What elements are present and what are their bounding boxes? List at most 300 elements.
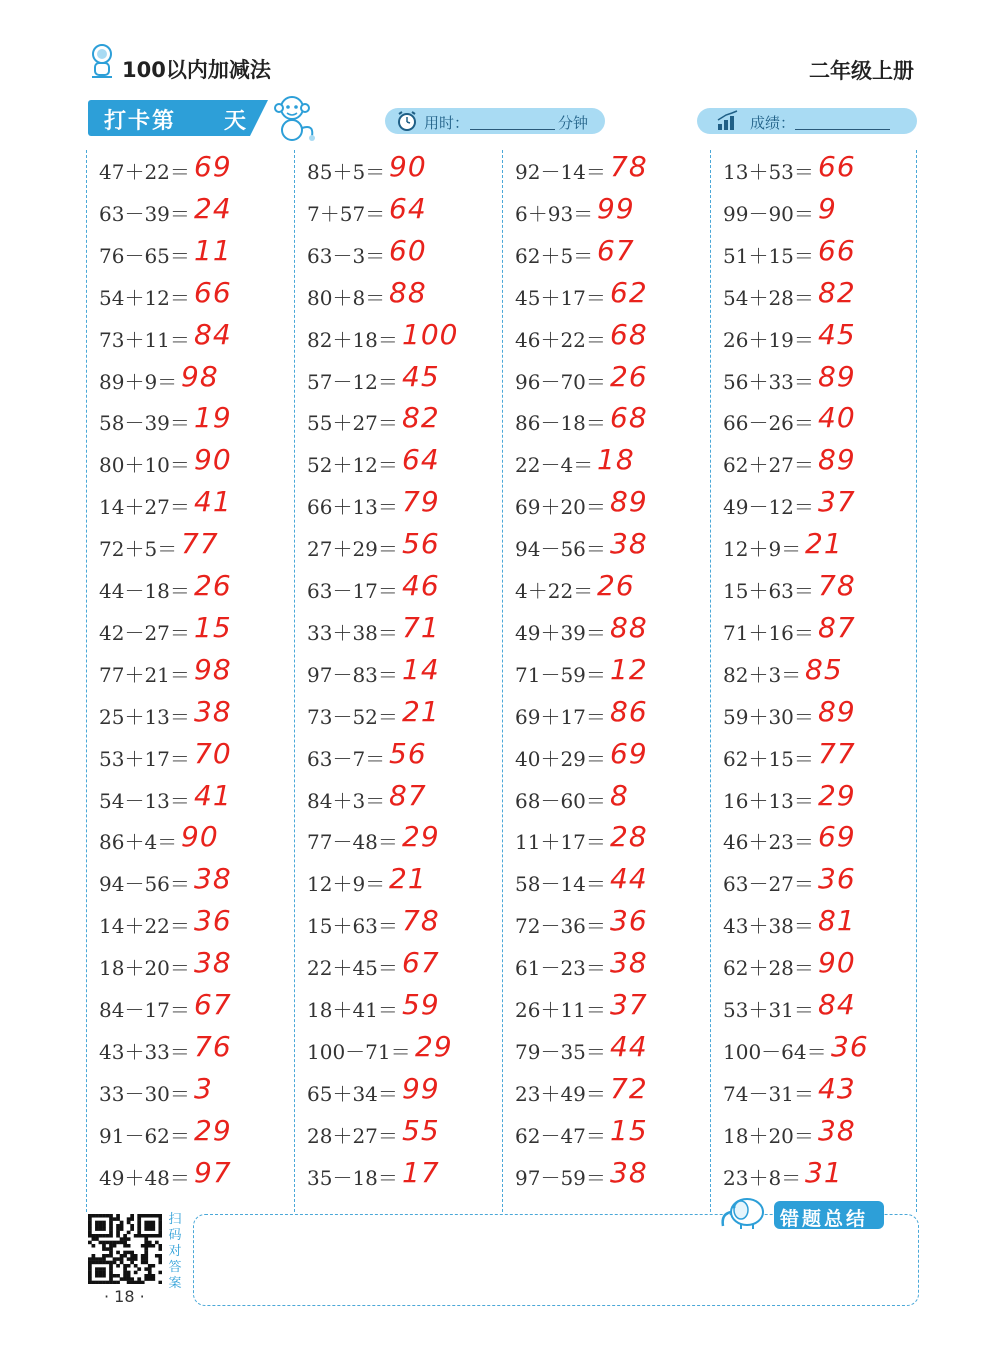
problem-expression: 40＋29＝ (515, 746, 606, 771)
handwritten-answer: 82 (402, 401, 440, 435)
problem-row (86, 233, 292, 282)
handwritten-answer: 29 (415, 1029, 453, 1063)
problem-row (294, 610, 500, 659)
problem-expression: 76－65＝ (99, 243, 190, 268)
handwritten-answer: 90 (389, 150, 427, 183)
handwritten-answer: 78 (818, 569, 856, 602)
problem-expression: 80＋10＝ (99, 453, 190, 478)
score-label: 成绩： (750, 114, 796, 132)
problem-row (502, 317, 708, 366)
problem-expression: 43＋38＝ (723, 914, 814, 939)
problem-expression: 18＋41＝ (307, 998, 398, 1022)
handwritten-answer: 62 (610, 275, 648, 309)
handwritten-answer: 84 (194, 317, 232, 351)
handwritten-answer: 67 (402, 946, 440, 980)
problem-expression: 47＋22＝ (99, 160, 190, 184)
handwritten-answer: 31 (805, 1155, 843, 1189)
handwritten-answer: 11 (194, 233, 232, 267)
problem-row (86, 527, 292, 575)
column-divider (916, 150, 917, 1212)
handwritten-answer: 44 (610, 862, 648, 896)
problem-expression: 33－30＝ (99, 1081, 190, 1106)
handwritten-answer: 15 (194, 610, 232, 644)
handwritten-answer: 88 (389, 275, 427, 309)
problem-expression: 45＋17＝ (515, 285, 606, 310)
handwritten-answer: 72 (610, 1071, 648, 1105)
handwritten-answer: 24 (194, 191, 232, 225)
problem-row (502, 778, 708, 827)
handwritten-answer: 59 (402, 988, 440, 1021)
problem-expression: 62＋28＝ (723, 956, 814, 981)
problem-row (502, 233, 708, 282)
problem-row (294, 1155, 500, 1204)
problem-row (86, 1029, 292, 1078)
time-label: 用时： (424, 114, 470, 132)
handwritten-answer: 89 (818, 443, 856, 477)
monkey-icon (268, 94, 320, 144)
problem-expression: 72＋5＝ (99, 537, 178, 562)
problem-expression: 18＋20＝ (99, 956, 190, 981)
problem-expression: 89＋9＝ (99, 369, 178, 394)
problem-row (502, 694, 708, 743)
problem-expression: 77＋21＝ (99, 662, 190, 687)
time-unit: 分钟 (558, 114, 589, 132)
problem-expression: 62＋5＝ (515, 243, 594, 268)
page-title: 100以内加减法 (122, 58, 271, 82)
problem-row (710, 1071, 916, 1120)
handwritten-answer: 38 (818, 1113, 856, 1147)
handwritten-answer: 69 (610, 736, 648, 770)
problem-expression: 62－47＝ (515, 1123, 606, 1148)
problem-expression: 72－36＝ (515, 914, 606, 939)
handwritten-answer: 56 (402, 527, 440, 561)
problem-expression: 82＋3＝ (723, 662, 802, 687)
problem-row (86, 275, 292, 324)
problem-expression: 52＋12＝ (307, 453, 398, 478)
handwritten-answer: 97 (194, 1155, 232, 1189)
problem-expression: 68－60＝ (515, 788, 606, 813)
problem-expression: 51＋15＝ (723, 243, 814, 268)
problem-row (710, 443, 916, 491)
problem-expression: 54－13＝ (99, 788, 190, 813)
problem-expression: 73＋11＝ (99, 327, 190, 352)
handwritten-answer: 26 (194, 569, 232, 602)
problem-row (86, 1155, 292, 1204)
handwritten-answer: 3 (194, 1071, 213, 1105)
problem-expression: 4＋22＝ (515, 579, 594, 603)
handwritten-answer: 41 (194, 485, 232, 519)
handwritten-answer: 26 (597, 569, 635, 602)
handwritten-answer: 41 (194, 778, 232, 812)
problem-row (86, 904, 292, 952)
problem-expression: 57－12＝ (307, 369, 398, 394)
problem-expression: 91－62＝ (99, 1123, 190, 1148)
elephant-icon (717, 1194, 775, 1230)
handwritten-answer: 67 (597, 233, 635, 267)
problem-row (502, 946, 708, 994)
problem-expression: 15＋63＝ (307, 914, 398, 939)
handwritten-answer: 60 (389, 233, 427, 267)
problem-expression: 7＋57＝ (307, 201, 386, 226)
problem-expression: 79－35＝ (515, 1039, 606, 1064)
handwritten-answer: 15 (610, 1113, 648, 1147)
problem-row (294, 569, 500, 617)
problem-expression: 84＋3＝ (307, 788, 386, 813)
problem-expression: 82＋18＝ (307, 327, 398, 352)
problem-expression: 56＋33＝ (723, 369, 814, 394)
problem-expression: 49－12＝ (723, 495, 814, 520)
problem-expression: 14＋27＝ (99, 495, 190, 520)
problem-row (710, 1029, 916, 1078)
problem-expression: 97－59＝ (515, 1165, 606, 1190)
handwritten-answer: 79 (402, 485, 440, 519)
problem-row (294, 862, 500, 910)
handwritten-answer: 66 (818, 233, 856, 267)
handwritten-answer: 46 (402, 569, 440, 602)
problem-expression: 69＋20＝ (515, 495, 606, 520)
handwritten-answer: 36 (610, 904, 648, 938)
handwritten-answer: 89 (818, 694, 856, 728)
problem-row (86, 359, 292, 408)
problem-expression: 77－48＝ (307, 830, 398, 855)
handwritten-answer: 98 (194, 652, 232, 686)
problem-row (294, 778, 500, 827)
problem-expression: 44－18＝ (99, 579, 190, 603)
problem-row (502, 1071, 708, 1120)
handwritten-answer: 67 (194, 988, 232, 1021)
problem-row (502, 862, 708, 910)
problem-row (710, 569, 916, 617)
handwritten-answer: 86 (610, 694, 648, 728)
problem-row (710, 527, 916, 575)
problem-expression: 55＋27＝ (307, 411, 398, 436)
problem-expression: 23＋49＝ (515, 1081, 606, 1106)
problem-expression: 86－18＝ (515, 411, 606, 436)
problem-row (86, 988, 292, 1036)
problem-expression: 14＋22＝ (99, 914, 190, 939)
problem-expression: 92－14＝ (515, 160, 606, 184)
handwritten-answer: 38 (194, 946, 232, 980)
problem-expression: 61－23＝ (515, 956, 606, 981)
problem-row (86, 1071, 292, 1120)
problem-row (86, 946, 292, 994)
problem-expression: 22＋45＝ (307, 956, 398, 981)
problem-row (86, 694, 292, 743)
problem-expression: 26＋19＝ (723, 327, 814, 352)
problem-expression: 71＋16＝ (723, 620, 814, 645)
handwritten-answer: 76 (194, 1029, 232, 1063)
problem-expression: 54＋28＝ (723, 285, 814, 310)
problem-row (86, 191, 292, 240)
handwritten-answer: 38 (610, 527, 648, 561)
problem-row (502, 1113, 708, 1162)
problem-expression: 6＋93＝ (515, 201, 594, 226)
handwritten-answer: 85 (805, 652, 843, 686)
problem-row (502, 569, 708, 617)
handwritten-answer: 36 (194, 904, 232, 938)
problem-row (502, 1155, 708, 1204)
problem-row (502, 610, 708, 659)
handwritten-answer: 71 (402, 610, 440, 644)
problem-row (86, 736, 292, 785)
problem-row (294, 443, 500, 491)
handwritten-answer: 88 (610, 610, 648, 644)
handwritten-answer: 98 (181, 359, 219, 393)
problem-row (502, 988, 708, 1036)
problem-expression: 18＋20＝ (723, 1123, 814, 1148)
handwritten-answer: 69 (194, 150, 232, 183)
problem-row (294, 359, 500, 408)
problem-row (294, 317, 500, 366)
problem-row (294, 401, 500, 449)
problem-expression: 16＋13＝ (723, 788, 814, 813)
handwritten-answer: 45 (818, 317, 856, 351)
problem-expression: 94－56＝ (99, 872, 190, 897)
problem-expression: 74－31＝ (723, 1081, 814, 1106)
problem-row (294, 904, 500, 952)
problem-row (502, 275, 708, 324)
handwritten-answer: 26 (610, 359, 648, 393)
handwritten-answer: 37 (610, 988, 648, 1021)
problem-expression: 62＋15＝ (723, 746, 814, 771)
problem-expression: 80＋8＝ (307, 285, 386, 310)
problem-expression: 43＋33＝ (99, 1039, 190, 1064)
problem-row (86, 150, 292, 198)
problem-expression: 71－59＝ (515, 662, 606, 687)
handwritten-answer: 8 (610, 778, 629, 812)
problem-grid (86, 150, 918, 1212)
problem-row (710, 191, 916, 240)
handwritten-answer: 38 (194, 862, 232, 896)
handwritten-answer: 90 (818, 946, 856, 980)
handwritten-answer: 90 (181, 820, 219, 854)
problem-expression: 28＋27＝ (307, 1123, 398, 1148)
problem-expression: 12＋9＝ (723, 537, 802, 562)
problem-row (294, 652, 500, 701)
problem-expression: 97－83＝ (307, 662, 398, 687)
handwritten-answer: 28 (610, 820, 648, 854)
handwritten-answer: 89 (818, 359, 856, 393)
problem-expression: 66－26＝ (723, 411, 814, 436)
handwritten-answer: 37 (818, 485, 856, 519)
page-number: · 18 · (104, 1287, 145, 1306)
problem-expression: 46＋22＝ (515, 327, 606, 352)
handwritten-answer: 40 (818, 401, 856, 435)
problem-row (294, 988, 500, 1036)
problem-expression: 15＋63＝ (723, 579, 814, 603)
handwritten-answer: 21 (389, 862, 427, 896)
problem-row (294, 946, 500, 994)
problem-expression: 53＋17＝ (99, 746, 190, 771)
handwritten-answer: 78 (402, 904, 440, 938)
handwritten-answer: 99 (597, 191, 635, 225)
handwritten-answer: 100 (402, 317, 459, 351)
problem-expression: 33＋38＝ (307, 620, 398, 645)
time-blank[interactable] (470, 129, 555, 130)
handwritten-answer: 77 (181, 527, 219, 561)
problem-expression: 63－7＝ (307, 746, 386, 771)
problem-row (710, 233, 916, 282)
problem-row (710, 401, 916, 449)
grade-label: 二年级上册 (809, 59, 914, 83)
qr-code-icon[interactable] (88, 1214, 162, 1284)
problem-row (710, 820, 916, 868)
handwritten-answer: 9 (818, 191, 837, 225)
handwritten-answer: 38 (610, 1155, 648, 1189)
problem-expression: 53＋31＝ (723, 998, 814, 1022)
problem-row (86, 443, 292, 491)
problem-row (294, 275, 500, 324)
handwritten-answer: 14 (402, 652, 440, 686)
problem-expression: 66＋13＝ (307, 495, 398, 520)
problem-expression: 86＋4＝ (99, 830, 178, 855)
problem-row (502, 485, 708, 533)
problem-row (710, 778, 916, 827)
problem-row (86, 652, 292, 701)
problem-expression: 63－17＝ (307, 579, 398, 603)
problem-expression: 26＋11＝ (515, 998, 606, 1022)
problem-row (710, 150, 916, 198)
problem-expression: 63－27＝ (723, 872, 814, 897)
problem-row (86, 569, 292, 617)
problem-row (710, 317, 916, 366)
problem-expression: 85＋5＝ (307, 160, 386, 184)
problem-row (502, 736, 708, 785)
problem-expression: 12＋9＝ (307, 872, 386, 897)
handwritten-answer: 17 (402, 1155, 440, 1189)
problem-expression: 73－52＝ (307, 704, 398, 729)
problem-expression: 99－90＝ (723, 201, 814, 226)
chart-icon (716, 110, 740, 132)
lion-logo-icon (88, 44, 116, 80)
problem-expression: 63－39＝ (99, 201, 190, 226)
problem-row (294, 527, 500, 575)
handwritten-answer: 82 (818, 275, 856, 309)
problem-expression: 11＋17＝ (515, 830, 606, 855)
handwritten-answer: 84 (818, 988, 856, 1021)
problem-row (502, 904, 708, 952)
handwritten-answer: 55 (402, 1113, 440, 1147)
problem-expression: 25＋13＝ (99, 704, 190, 729)
handwritten-answer: 12 (610, 652, 648, 686)
problem-row (294, 1113, 500, 1162)
problem-row (710, 736, 916, 785)
handwritten-answer: 68 (610, 317, 648, 351)
problem-expression: 63－3＝ (307, 243, 386, 268)
handwritten-answer: 56 (389, 736, 427, 770)
problem-expression: 59＋30＝ (723, 704, 814, 729)
handwritten-answer: 29 (194, 1113, 232, 1147)
handwritten-answer: 44 (610, 1029, 648, 1063)
handwritten-answer: 78 (610, 150, 648, 183)
problem-row (86, 401, 292, 449)
problem-row (710, 275, 916, 324)
handwritten-answer: 38 (610, 946, 648, 980)
handwritten-answer: 70 (194, 736, 232, 770)
alarm-clock-icon (396, 110, 418, 132)
problem-expression: 100－64＝ (723, 1039, 827, 1064)
problem-expression: 27＋29＝ (307, 537, 398, 562)
problem-expression: 42－27＝ (99, 620, 190, 645)
handwritten-answer: 87 (389, 778, 427, 812)
handwritten-answer: 21 (402, 694, 440, 728)
checkin-label: 打卡第 (104, 109, 177, 134)
handwritten-answer: 90 (194, 443, 232, 477)
problem-row (710, 946, 916, 994)
handwritten-answer: 66 (194, 275, 232, 309)
problem-expression: 100－71＝ (307, 1039, 411, 1064)
problem-expression: 58－14＝ (515, 872, 606, 897)
handwritten-answer: 89 (610, 485, 648, 519)
problem-expression: 69＋17＝ (515, 704, 606, 729)
problem-row (294, 1071, 500, 1120)
handwritten-answer: 36 (831, 1029, 869, 1063)
handwritten-answer: 21 (805, 527, 843, 561)
problem-row (710, 652, 916, 701)
handwritten-answer: 68 (610, 401, 648, 435)
problem-expression: 49＋39＝ (515, 620, 606, 645)
problem-row (86, 610, 292, 659)
handwritten-answer: 29 (818, 778, 856, 812)
problem-row (710, 359, 916, 408)
problem-expression: 35－18＝ (307, 1165, 398, 1190)
handwritten-answer: 64 (389, 191, 427, 225)
problem-expression: 46＋23＝ (723, 830, 814, 855)
handwritten-answer: 66 (818, 150, 856, 183)
problem-expression: 62＋27＝ (723, 453, 814, 478)
problem-expression: 49＋48＝ (99, 1165, 190, 1190)
problem-expression: 58－39＝ (99, 411, 190, 436)
handwritten-answer: 99 (402, 1071, 440, 1105)
problem-row (710, 694, 916, 743)
problem-expression: 84－17＝ (99, 998, 190, 1022)
problem-expression: 54＋12＝ (99, 285, 190, 310)
handwritten-answer: 69 (818, 820, 856, 854)
handwritten-answer: 19 (194, 401, 232, 435)
mistake-summary-label: 错题总结 (780, 1208, 869, 1230)
score-blank[interactable] (795, 129, 890, 130)
problem-row (710, 904, 916, 952)
scan-for-answers-label: 扫码对答案 (168, 1212, 182, 1291)
problem-expression: 22－4＝ (515, 453, 594, 478)
problem-row (710, 862, 916, 910)
problem-expression: 65＋34＝ (307, 1081, 398, 1106)
problem-row (86, 820, 292, 868)
problem-row (86, 1113, 292, 1162)
problem-row (294, 1029, 500, 1078)
checkin-day-label: 天 (224, 109, 247, 134)
problem-row (502, 1029, 708, 1078)
problem-row (294, 485, 500, 533)
handwritten-answer: 29 (402, 820, 440, 854)
problem-row (502, 359, 708, 408)
handwritten-answer: 87 (818, 610, 856, 644)
problem-expression: 13＋53＝ (723, 160, 814, 184)
handwritten-answer: 43 (818, 1071, 856, 1105)
problem-row (502, 652, 708, 701)
problem-expression: 23＋8＝ (723, 1165, 802, 1190)
handwritten-answer: 36 (818, 862, 856, 896)
problem-expression: 96－70＝ (515, 369, 606, 394)
handwritten-answer: 77 (818, 736, 856, 770)
handwritten-answer: 64 (402, 443, 440, 477)
handwritten-answer: 18 (597, 443, 635, 477)
handwritten-answer: 81 (818, 904, 856, 938)
problem-row (502, 820, 708, 868)
problem-row (710, 988, 916, 1036)
problem-expression: 94－56＝ (515, 537, 606, 562)
problem-row (502, 443, 708, 491)
